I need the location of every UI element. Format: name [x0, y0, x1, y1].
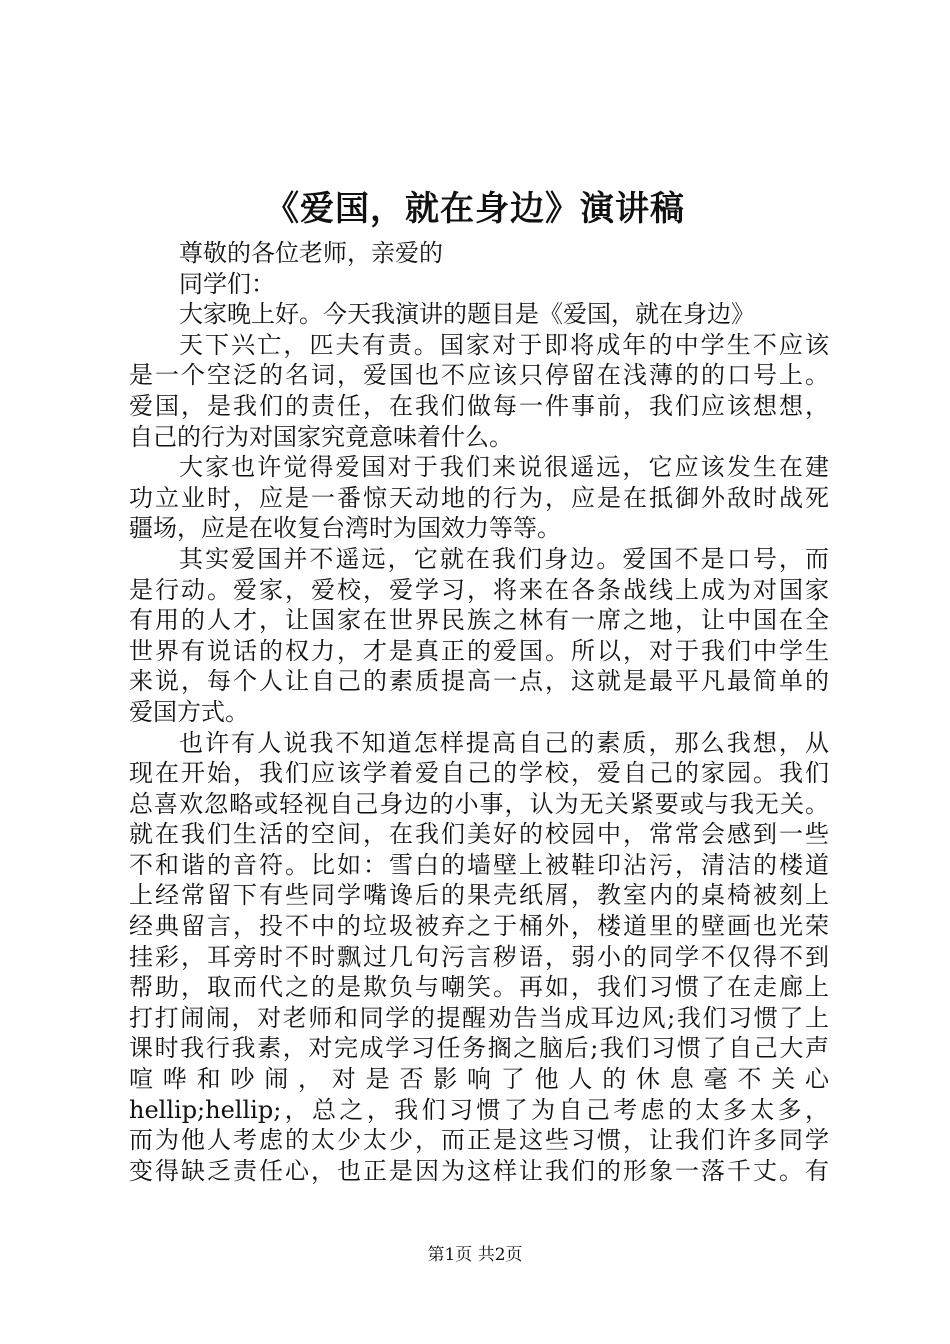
text-line: 上经常留下有些同学嘴谗后的果壳纸屑，教室内的桌椅被刻上 — [129, 881, 829, 910]
text-line: 天下兴亡，匹夫有责。国家对于即将成年的中学生不应该 — [179, 330, 829, 359]
text-line: 就在我们生活的空间，在我们美好的校园中，常常会感到一些 — [129, 820, 829, 849]
document-title: 《爱国，就在身边》演讲稿 — [265, 189, 685, 229]
text-line: 挂彩，耳旁时不时飘过几句污言秽语，弱小的同学不仅得不到 — [129, 942, 829, 971]
text-line: 课时我行我素，对完成学习任务搁之脑后;我们习惯了自己大声 — [129, 1034, 829, 1063]
document-body — [129, 238, 829, 1186]
text-line: 有用的人才，让国家在世界民族之林有一席之地，让中国在全 — [129, 606, 829, 635]
text-line: 也许有人说我不知道怎样提高自己的素质，那么我想，从 — [179, 728, 829, 757]
text-line: 世界有说话的权力，才是真正的爱国。所以，对于我们中学生 — [129, 636, 829, 665]
text-line: 不和谐的音符。比如：雪白的墙壁上被鞋印沾污，清洁的楼道 — [129, 850, 829, 879]
text-line: 来说，每个人让自己的素质提高一点，这就是最平凡最简单的 — [129, 667, 829, 696]
text-line: 同学们： — [179, 269, 275, 298]
text-line: 喧 哗 和 吵 闹 ， 对 是 否 影 响 了 他 人 的 休 息 毫 不 关 心 — [129, 1065, 829, 1094]
text-line: 爱国方式。 — [129, 697, 249, 726]
text-line: 而为他人考虑的太少太少，而正是这些习惯，让我们许多同学 — [129, 1126, 829, 1155]
text-line: 疆场，应是在收复台湾时为国效力等等。 — [129, 514, 561, 543]
text-line: 自己的行为对国家究竟意味着什么。 — [129, 422, 513, 451]
text-line: 其实爱国并不遥远，它就在我们身边。爱国不是口号，而 — [179, 544, 829, 573]
text-line: 尊敬的各位老师，亲爱的 — [179, 239, 443, 267]
text-line: 是一个空泛的名词，爱国也不应该只停留在浅薄的的口号上。 — [129, 361, 829, 390]
text-line: 是行动。爱家，爱校，爱学习，将来在各条战线上成为对国家 — [129, 575, 829, 604]
page-number: 第1页 共2页 — [427, 1245, 523, 1265]
text-line: 大家也许觉得爱国对于我们来说很遥远，它应该发生在建 — [179, 453, 829, 482]
text-line: 现在开始，我们应该学着爱自己的学校，爱自己的家园。我们 — [129, 759, 829, 788]
text-line: 大家晚上好。今天我演讲的题目是《爱国，就在身边》 — [179, 300, 755, 329]
text-line: 爱国，是我们的责任，在我们做每一件事前，我们应该想想， — [129, 391, 829, 420]
text-line: 变得缺乏责任心，也正是因为这样让我们的形象一落千丈。有 — [129, 1156, 829, 1185]
text-line: 打打闹闹，对老师和同学的提醒劝告当成耳边风;我们习惯了上 — [129, 1003, 829, 1032]
text-line: 总喜欢忽略或轻视自己身边的小事，认为无关紧要或与我无关。 — [129, 789, 829, 818]
text-line: 经典留言，投不中的垃圾被弃之于桶外，楼道里的壁画也光荣 — [129, 912, 829, 941]
text-line: 功立业时，应是一番惊天动地的行为，应是在抵御外敌时战死 — [129, 483, 829, 512]
text-line: 帮助，取而代之的是欺负与嘲笑。再如，我们习惯了在走廊上 — [129, 973, 829, 1002]
text-line: hellip;hellip;，总之，我们习惯了为自己考虑的太多太多， — [129, 1095, 829, 1124]
